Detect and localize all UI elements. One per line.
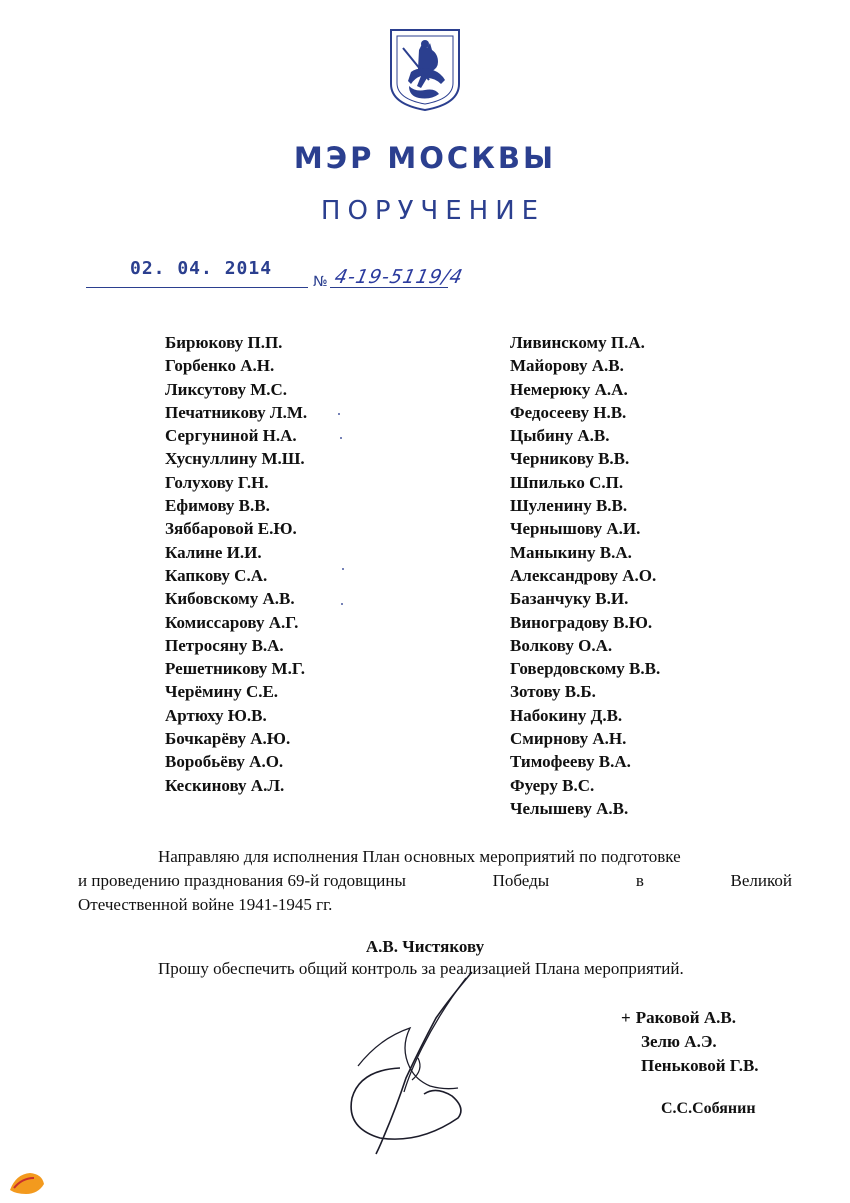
addressee: Смирнову А.Н.: [510, 729, 627, 749]
number-sign: №: [313, 274, 328, 290]
addressee: Майорову А.В.: [510, 356, 624, 376]
scan-mark: [339, 436, 343, 440]
copy-recipient: [621, 1006, 759, 1030]
addressee: Набокину Д.В.: [510, 705, 623, 725]
addressee: Фуеру В.С.: [510, 775, 595, 795]
addressee: Говердовскому В.В.: [510, 659, 661, 679]
scanner-watermark-icon: [8, 1170, 46, 1196]
scan-mark: [341, 567, 345, 571]
addressee: Печатникову Л.М.: [165, 402, 308, 422]
addressee-list-left: [165, 331, 307, 797]
addressee: Ефимову В.В.: [165, 496, 270, 516]
paragraph-word: Победы: [492, 871, 550, 890]
date-underline: [86, 287, 308, 288]
addressee: Шпилько С.П.: [510, 472, 624, 492]
copy-recipient: Пеньковой Г.В.: [641, 1056, 759, 1075]
paragraph-word: в: [635, 871, 644, 890]
addressee: Воробьёву А.О.: [165, 752, 284, 772]
addressee: Ликсутову М.С.: [165, 379, 288, 399]
signer-name: С.С.Собянин: [661, 1100, 756, 1117]
document-number: 4-19-5119/4: [332, 266, 466, 288]
addressee: Базанчуку В.И.: [510, 589, 629, 609]
handwritten-signature: [340, 968, 490, 1158]
instruction-paragraph: [78, 845, 792, 917]
addressee: Черёмину С.Е.: [165, 682, 279, 702]
copy-recipient-name: Раковой А.В.: [635, 1008, 736, 1027]
addressee: Чернышову А.И.: [510, 519, 641, 539]
addressee: Маныкину В.А.: [510, 542, 632, 562]
paragraph-line: [78, 869, 792, 893]
paragraph-line: Направляю для исполнения План основных мероприятий по подготовке: [158, 847, 681, 866]
addressee: Волкову О.А.: [510, 635, 613, 655]
addressee: Калине И.И.: [165, 542, 262, 562]
paragraph-word: Великой: [730, 871, 792, 890]
addressee: Черникову В.В.: [510, 449, 630, 469]
control-request: Прошу обеспечить общий контроль за реализацией Плана мероприятий.: [158, 959, 684, 978]
document-type: ПОРУЧЕНИЕ: [320, 196, 546, 226]
addressee: Горбенко А.Н.: [165, 356, 275, 376]
addressee: Немерюку А.А.: [510, 379, 628, 399]
addressee: Шуленину В.В.: [510, 496, 628, 516]
addressee: Тимофееву В.А.: [510, 752, 631, 772]
addressee: Сергуниной Н.А.: [165, 426, 297, 446]
addressee: Челышеву А.В.: [510, 798, 629, 818]
paragraph-word: и проведению празднования 69-й годовщины: [78, 871, 406, 890]
addressee: Виноградову В.Ю.: [510, 612, 653, 632]
addressee: Зотову В.Б.: [510, 682, 596, 702]
addressee: Артюху Ю.В.: [165, 705, 267, 725]
addressee: Капкову С.А.: [165, 565, 268, 585]
addressee-list-right: [510, 331, 660, 820]
addressee: Голухову Г.Н.: [165, 472, 269, 492]
addressee: Комиссарову А.Г.: [165, 612, 299, 632]
addressee: Ливинскому П.А.: [510, 333, 645, 352]
addressee: Зяббаровой Е.Ю.: [165, 519, 297, 539]
copies-list: [621, 1006, 759, 1078]
addressee: Цыбину А.В.: [510, 426, 610, 446]
scan-mark: [340, 602, 344, 606]
addressee: Петросяну В.А.: [165, 635, 284, 655]
addressee: Кибовскому А.В.: [165, 589, 295, 609]
number-underline: [330, 287, 448, 288]
control-person: А.В. Чистякову: [365, 937, 485, 956]
addressee: Решетникову М.Г.: [165, 659, 305, 679]
addressee: Бочкарёву А.Ю.: [165, 729, 291, 749]
addressee: Александрову А.О.: [510, 565, 657, 585]
addressee: Кескинову А.Л.: [165, 775, 285, 795]
plus-sign: +: [621, 1008, 631, 1027]
moscow-coat-of-arms-icon: [389, 28, 461, 112]
addressee: Хуснуллину М.Ш.: [165, 449, 305, 469]
page-title: МЭР МОСКВЫ: [293, 141, 557, 175]
addressee: Бирюкову П.П.: [165, 333, 283, 352]
paragraph-line: Отечественной войне 1941-1945 гг.: [78, 895, 333, 914]
copy-recipient: Зелю А.Э.: [641, 1032, 717, 1051]
document-date: 02. 04. 2014: [130, 258, 273, 279]
scan-mark: [337, 412, 341, 416]
addressee: Федосееву Н.В.: [510, 402, 627, 422]
